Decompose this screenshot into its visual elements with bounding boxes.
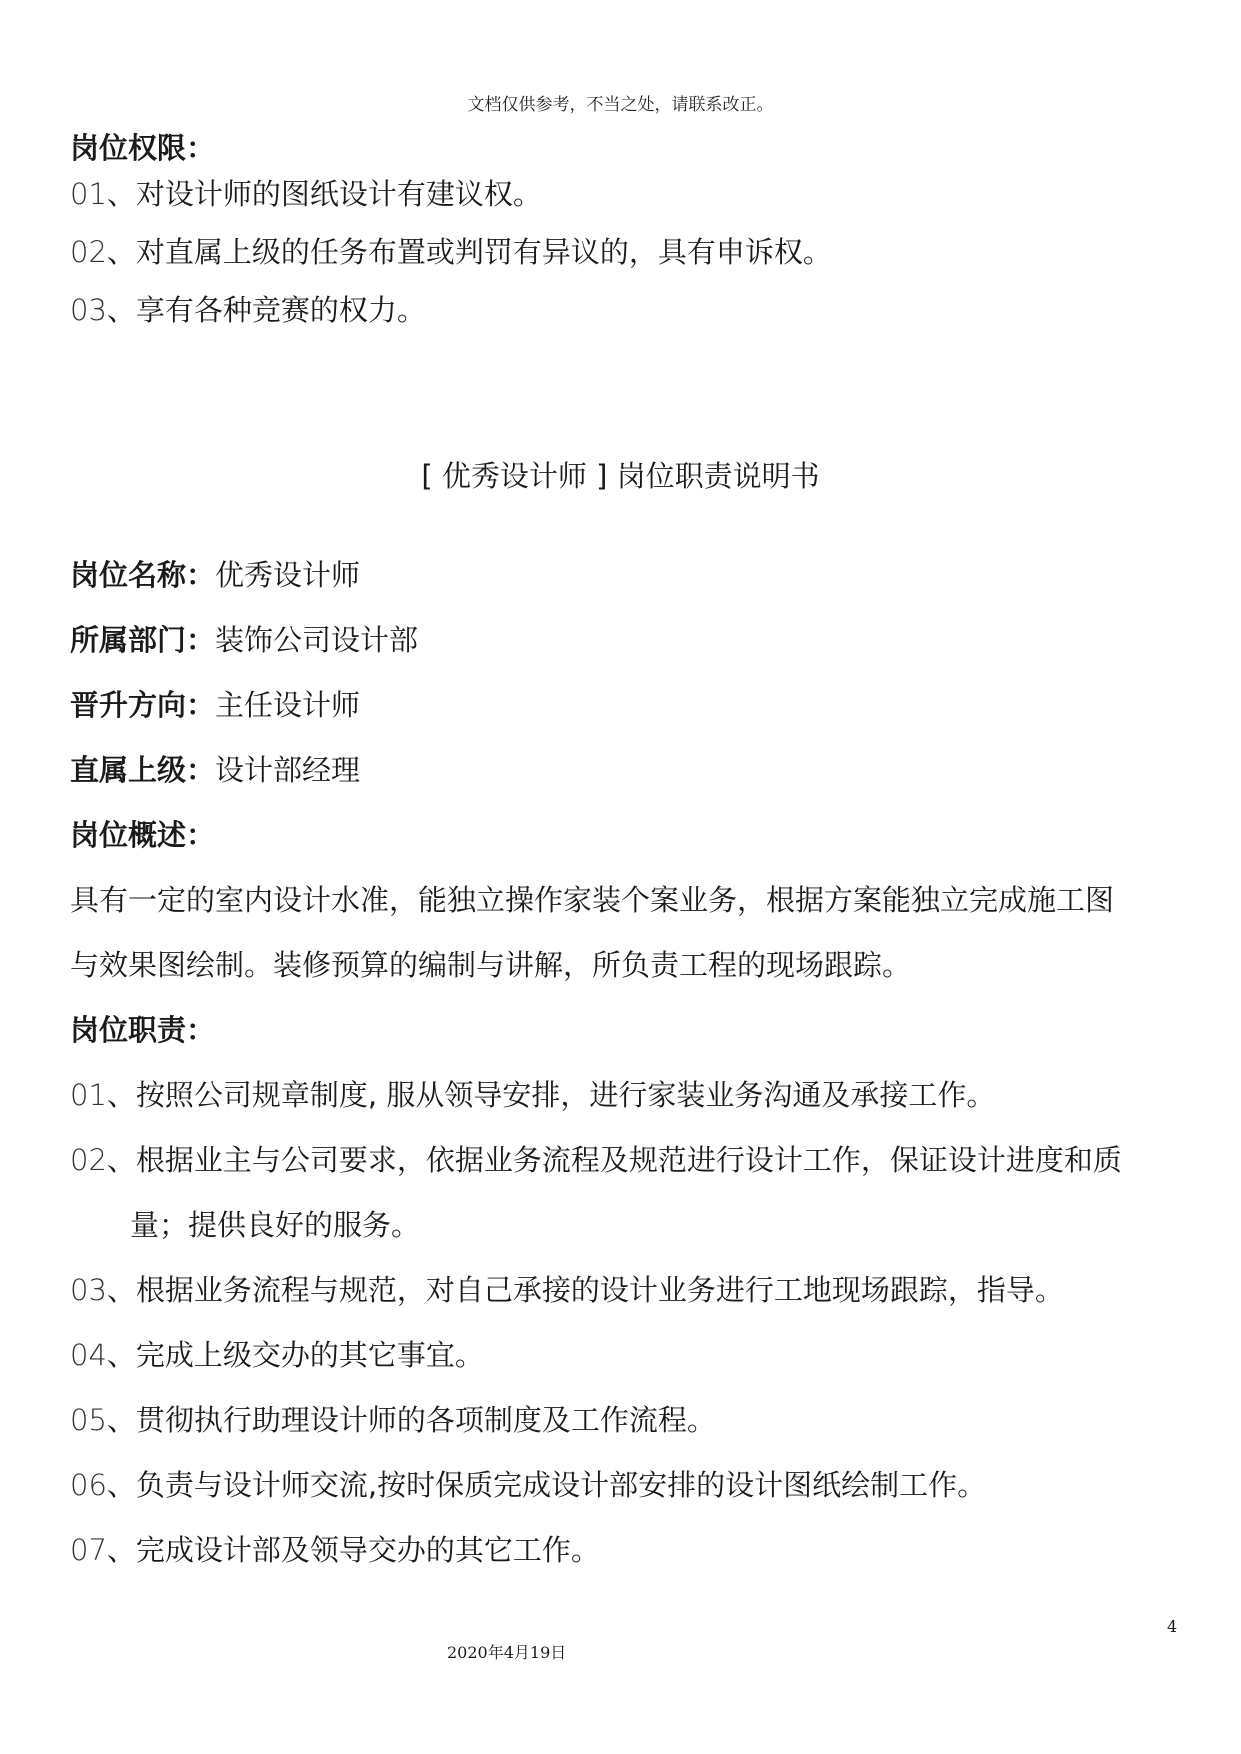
list-item <box>70 1335 484 1375</box>
item-number: 02 <box>70 1143 107 1177</box>
field-value: 优秀设计师 <box>215 558 361 592</box>
list-item <box>70 1400 716 1440</box>
field-row <box>70 750 360 790</box>
item-text: 、完成上级交办的其它事宜。 <box>106 1338 484 1372</box>
field-value: 主任设计师 <box>215 688 361 722</box>
item-number: 02 <box>70 235 107 269</box>
section-heading-overview: 岗位概述： <box>70 818 216 852</box>
document-title: [ 优秀设计师 ] 岗位职责说明书 <box>421 459 820 493</box>
item-text: 、按照公司规章制度, 服从领导安排，进行家装业务沟通及承接工作。 <box>106 1078 996 1112</box>
section-heading-duties: 岗位职责： <box>70 1013 216 1047</box>
item-text: 、贯彻执行助理设计师的各项制度及工作流程。 <box>106 1403 716 1437</box>
field-value: 装饰公司设计部 <box>215 623 419 657</box>
overview-line: 具有一定的室内设计水准，能独立操作家装个案业务，根据方案能独立完成施工图 <box>70 883 1115 917</box>
list-item <box>70 1270 1064 1310</box>
list-item <box>70 1140 1122 1180</box>
item-text: 、完成设计部及领导交办的其它工作。 <box>106 1533 600 1567</box>
footer-date: 2020年4月19日 <box>447 1643 567 1662</box>
section-heading-permissions: 岗位权限： <box>70 131 216 165</box>
item-number: 06 <box>70 1468 107 1502</box>
item-number: 01 <box>70 177 107 211</box>
item-number: 03 <box>70 293 107 327</box>
item-text: 、根据业务流程与规范，对自己承接的设计业务进行工地现场跟踪，指导。 <box>106 1273 1064 1307</box>
list-item <box>70 174 542 214</box>
page-number: 4 <box>1167 1617 1178 1636</box>
list-item <box>70 1075 995 1115</box>
item-number: 04 <box>70 1338 107 1372</box>
field-value: 设计部经理 <box>215 753 361 787</box>
list-item <box>70 1465 986 1505</box>
list-item <box>70 290 426 330</box>
field-label: 晋升方向： <box>70 688 216 722</box>
field-row <box>70 685 360 725</box>
list-item <box>70 232 832 272</box>
item-text: 、根据业主与公司要求，依据业务流程及规范进行设计工作，保证设计进度和质 <box>106 1143 1122 1177</box>
item-text: 、对直属上级的任务布置或判罚有异议的，具有申诉权。 <box>106 235 832 269</box>
header-note: 文档仅供参考，不当之处，请联系改正。 <box>467 95 774 115</box>
item-number: 07 <box>70 1533 107 1567</box>
field-label: 所属部门： <box>70 623 216 657</box>
list-item <box>70 1530 600 1570</box>
field-label: 岗位名称： <box>70 558 216 592</box>
field-label: 直属上级： <box>70 753 216 787</box>
item-number: 05 <box>70 1403 107 1437</box>
item-text: 、对设计师的图纸设计有建议权。 <box>106 177 542 211</box>
item-text: 、负责与设计师交流,按时保质完成设计部安排的设计图纸绘制工作。 <box>106 1468 987 1502</box>
item-number: 03 <box>70 1273 107 1307</box>
overview-line: 与效果图绘制。装修预算的编制与讲解，所负责工程的现场跟踪。 <box>70 948 912 982</box>
field-row <box>70 620 418 660</box>
item-number: 01 <box>70 1078 107 1112</box>
field-row <box>70 555 360 595</box>
item-text: 、享有各种竞赛的权力。 <box>106 293 426 327</box>
list-item-continuation: 量；提供良好的服务。 <box>130 1208 421 1242</box>
